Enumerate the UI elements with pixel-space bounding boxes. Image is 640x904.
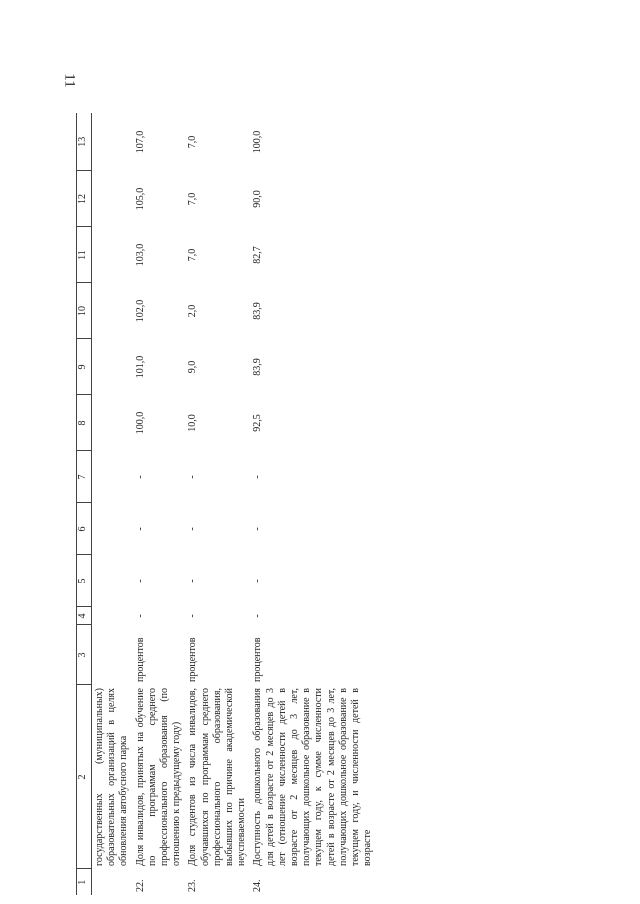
value-cell: 103,0 (134, 243, 146, 267)
value-cell (92, 503, 133, 555)
value-cell: 100,0 (252, 130, 264, 154)
header-cell: 8 (77, 395, 92, 451)
table-row (92, 113, 133, 895)
table-row (133, 113, 186, 895)
value-cell: - (252, 614, 264, 618)
value-cell: 82,7 (252, 246, 264, 264)
value-cell (92, 555, 133, 607)
value-cell (92, 171, 133, 227)
indicator-description: Доля инвалидов, принятых на обучение по программам среднего профессионального образования (по отношению к предыдущему году) (134, 688, 183, 866)
value-cell: 100,0 (134, 411, 146, 435)
indicators-table (76, 113, 376, 895)
indicator-description: Доля студентов из числа инвалидов, обучавшихся по программам среднего профессионального образования, выбывших по причине академической неуспеваемости (187, 688, 248, 866)
row-number: 23. (187, 879, 199, 892)
unit-cell (92, 625, 133, 685)
value-cell: - (187, 475, 199, 479)
document-page (76, 113, 608, 895)
value-cell: 7,0 (187, 248, 199, 262)
row-number (92, 869, 133, 895)
value-cell: 107,0 (134, 130, 146, 154)
value-cell: 101,0 (134, 355, 146, 379)
value-cell: - (134, 475, 146, 479)
value-cell: - (252, 527, 264, 531)
header-cell: 6 (77, 503, 92, 555)
table-header-row (77, 113, 92, 895)
header-cell: 13 (77, 113, 92, 171)
unit-cell: процентов (252, 637, 264, 682)
unit-cell: процентов (187, 637, 199, 682)
value-cell: 90,0 (252, 190, 264, 208)
value-cell (92, 227, 133, 283)
header-cell: 4 (77, 607, 92, 625)
table-row (250, 113, 376, 895)
value-cell: - (134, 579, 146, 583)
row-number: 24. (252, 879, 264, 892)
header-cell: 12 (77, 171, 92, 227)
value-cell: - (134, 527, 146, 531)
value-cell: 7,0 (187, 135, 199, 149)
value-cell (92, 395, 133, 451)
value-cell: - (252, 475, 264, 479)
value-cell: 2,0 (187, 304, 199, 318)
header-cell: 7 (77, 451, 92, 503)
value-cell: - (134, 614, 146, 618)
value-cell: 83,9 (252, 302, 264, 320)
value-cell (92, 607, 133, 625)
indicator-description: государственных (муниципальных) образовательных организаций в целях обновления автобусного парка (94, 688, 130, 866)
value-cell: - (187, 579, 199, 583)
unit-cell: процентов (134, 637, 146, 682)
value-cell (92, 283, 133, 339)
value-cell: 9,0 (187, 360, 199, 374)
header-cell: 3 (77, 625, 92, 685)
value-cell: - (187, 527, 199, 531)
value-cell: 102,0 (134, 299, 146, 323)
header-cell: 5 (77, 555, 92, 607)
header-cell: 9 (77, 339, 92, 395)
value-cell: - (187, 614, 199, 618)
value-cell (92, 113, 133, 171)
header-cell: 2 (77, 685, 92, 869)
header-cell: 10 (77, 283, 92, 339)
value-cell (92, 451, 133, 503)
value-cell: 83,9 (252, 358, 264, 376)
value-cell: 7,0 (187, 192, 199, 206)
value-cell: 10,0 (187, 414, 199, 432)
row-number: 22. (134, 879, 146, 892)
value-cell: - (252, 579, 264, 583)
value-cell (92, 339, 133, 395)
value-cell: 92,5 (252, 414, 264, 432)
value-cell: 105,0 (134, 187, 146, 211)
header-cell: 1 (77, 869, 92, 895)
page-number: 11 (61, 73, 78, 88)
indicator-description: Доступность дошкольного образования для детей в возрасте от 2 месяцев до 3 лет (отношение численности детей в возрасте от 2 месяцев до 3 лет, получающих дошкольное образование в текущем году, к сумме численности детей в возрасте от 2 месяцев до 3 лет, получающих дошкольное образование в текущем году, и численности детей в возрасте (252, 688, 374, 866)
header-cell: 11 (77, 227, 92, 283)
table-row (185, 113, 250, 895)
